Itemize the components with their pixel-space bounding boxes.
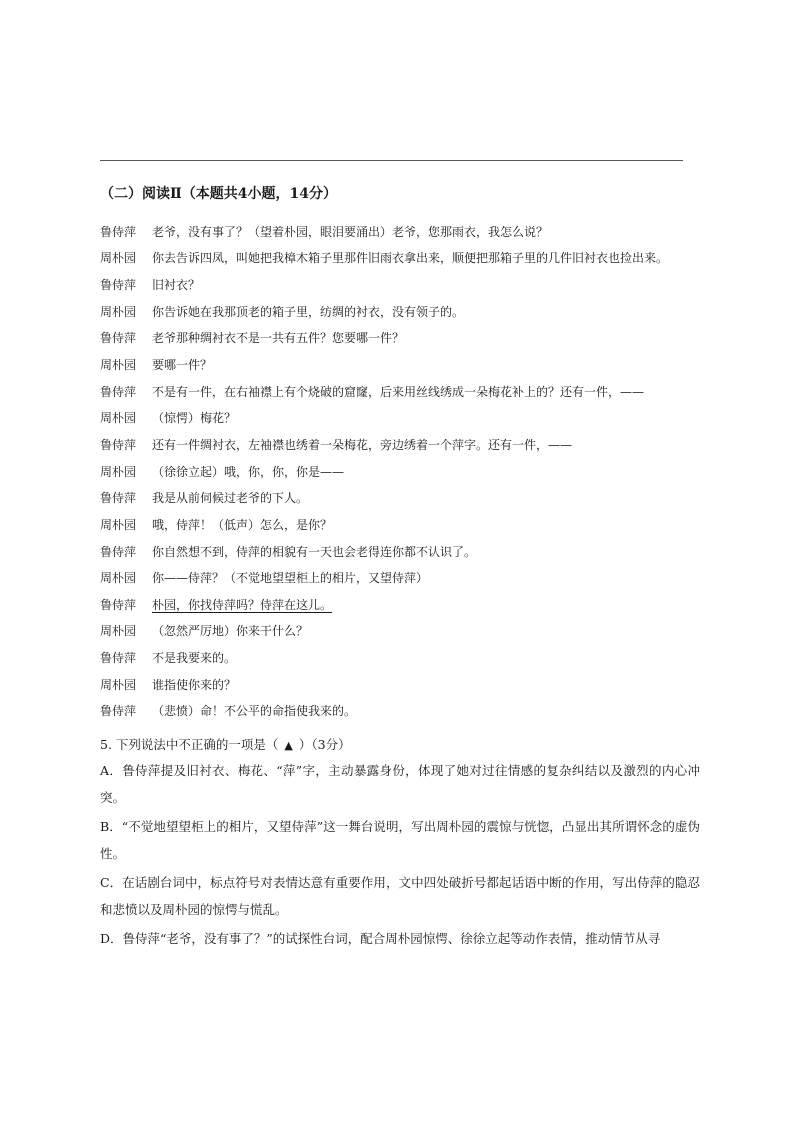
speech-text: 哦，侍萍！（低声）怎么，是你？: [152, 517, 333, 532]
dialogue-line: [100, 671, 710, 698]
dialogue-line: [100, 325, 710, 352]
speech-text: 旧衬衣？: [152, 278, 201, 293]
speech-text: 不是我要来的。: [152, 651, 237, 666]
header-divider: [100, 160, 683, 161]
speech-text: （惊愕）梅花？: [152, 411, 237, 426]
section-heading: （二）阅读Ⅱ（本题共4小题，14分）: [100, 186, 338, 202]
speech-text: （悲愤）命！不公平的命指使我来的。: [152, 704, 357, 719]
dialogue-line: [100, 511, 710, 538]
speech-text: （徐徐立起）哦，你，你，你是——: [152, 464, 345, 479]
speech-text: 要哪一件？: [152, 358, 213, 373]
speech-text: 你告诉她在我那顶老的箱子里，纺绸的衬衣，没有领子的。: [152, 304, 465, 319]
dialogue-line: [100, 245, 710, 272]
speech-text: 你——侍萍？（不觉地望望柜上的相片，又望侍萍）: [152, 571, 429, 586]
dialogue-line: [100, 538, 710, 565]
speaker-name: 周朴园: [100, 464, 137, 479]
speaker-name: 周朴园: [100, 624, 137, 639]
speaker-name: 周朴园: [100, 358, 137, 373]
dialogue-line: [100, 431, 710, 458]
speaker-name: 周朴园: [100, 677, 137, 692]
speech-text: 你去告诉四凤，叫她把我樟木箱子里那件旧雨衣拿出来，顺便把那箱子里的几件旧衬衣也捡出来。: [152, 251, 669, 266]
option-d: D．鲁侍萍“老爷，没有事了？”的试探性台词，配合周朴园惊愕、徐徐立起等动作表情，推动情节从寻: [100, 931, 661, 946]
dialogue-line: [100, 404, 710, 431]
speaker-name: 周朴园: [100, 517, 137, 532]
speech-text: 还有一件绸衬衣，左袖襟也绣着一朵梅花，旁边绣着一个萍字。还有一件，——: [152, 437, 573, 452]
triangle-icon: ▲: [284, 739, 293, 752]
speaker-name: 鲁侍萍: [100, 491, 137, 506]
dialogue-block: [100, 218, 710, 724]
question-5: [100, 735, 700, 952]
option-c: C．在话剧台词中，标点符号对表情达意有重要作用，文中四处破折号都起话语中断的作用，写出侍萍的隐忍和悲愤以及周朴园的惊愕与慌乱。: [100, 875, 700, 917]
speaker-name: 鲁侍萍: [100, 651, 137, 666]
speaker-name: 周朴园: [100, 251, 137, 266]
speaker-name: 鲁侍萍: [100, 544, 137, 559]
speaker-name: 鲁侍萍: [100, 597, 137, 612]
option-a: A．鲁侍萍提及旧衬衣、梅花、“萍”字，主动暴露身份，体现了她对过往情感的复杂纠结以及激烈的内心冲突。: [100, 763, 700, 805]
speaker-name: 周朴园: [100, 304, 137, 319]
dialogue-line: [100, 271, 710, 298]
dialogue-line: [100, 618, 710, 645]
speaker-name: 周朴园: [100, 571, 137, 586]
question-stem: [100, 735, 700, 755]
question-stem-suffix: ）（3分）: [298, 737, 351, 752]
speaker-name: 鲁侍萍: [100, 704, 137, 719]
dialogue-line: [100, 298, 710, 325]
dialogue-line: [100, 378, 710, 405]
speaker-name: 周朴园: [100, 411, 137, 426]
speaker-name: 鲁侍萍: [100, 384, 137, 399]
speech-text: 老爷那种绸衬衣不是一共有五件？您要哪一件？: [152, 331, 405, 346]
underlined-speech-text: 朴园，你找侍萍吗？侍萍在这儿。: [152, 597, 333, 612]
speaker-name: 鲁侍萍: [100, 224, 137, 239]
speech-text: 我是从前伺候过老爷的下人。: [152, 491, 309, 506]
dialogue-line: [100, 564, 710, 591]
dialogue-line: [100, 484, 710, 511]
question-stem-prefix: 5. 下列说法中不正确的一项是（: [100, 737, 279, 752]
speech-text: 不是有一件，在右袖襟上有个烧破的窟窿，后来用丝线绣成一朵梅花补上的？还有一件，——: [152, 384, 645, 399]
speech-text: 老爷，没有事了？（望着朴园，眼泪要涌出）老爷，您那雨衣，我怎么说？: [152, 224, 549, 239]
option-b: B．“不觉地望望柜上的相片，又望侍萍”这一舞台说明，写出周朴园的震惊与恍惚，凸显出其所谓怀念的虚伪性。: [100, 819, 700, 861]
dialogue-line: [100, 698, 710, 725]
speaker-name: 鲁侍萍: [100, 331, 137, 346]
dialogue-line: [100, 458, 710, 485]
speaker-name: 鲁侍萍: [100, 278, 137, 293]
dialogue-line: [100, 218, 710, 245]
dialogue-line: [100, 644, 710, 671]
speaker-name: 鲁侍萍: [100, 437, 137, 452]
dialogue-line: [100, 591, 710, 618]
speech-text: 你自然想不到，侍萍的相貌有一天也会老得连你都不认识了。: [152, 544, 477, 559]
speech-text: （忽然严厉地）你来干什么？: [152, 624, 309, 639]
dialogue-line: [100, 351, 710, 378]
speech-text: 谁指使你来的？: [152, 677, 237, 692]
